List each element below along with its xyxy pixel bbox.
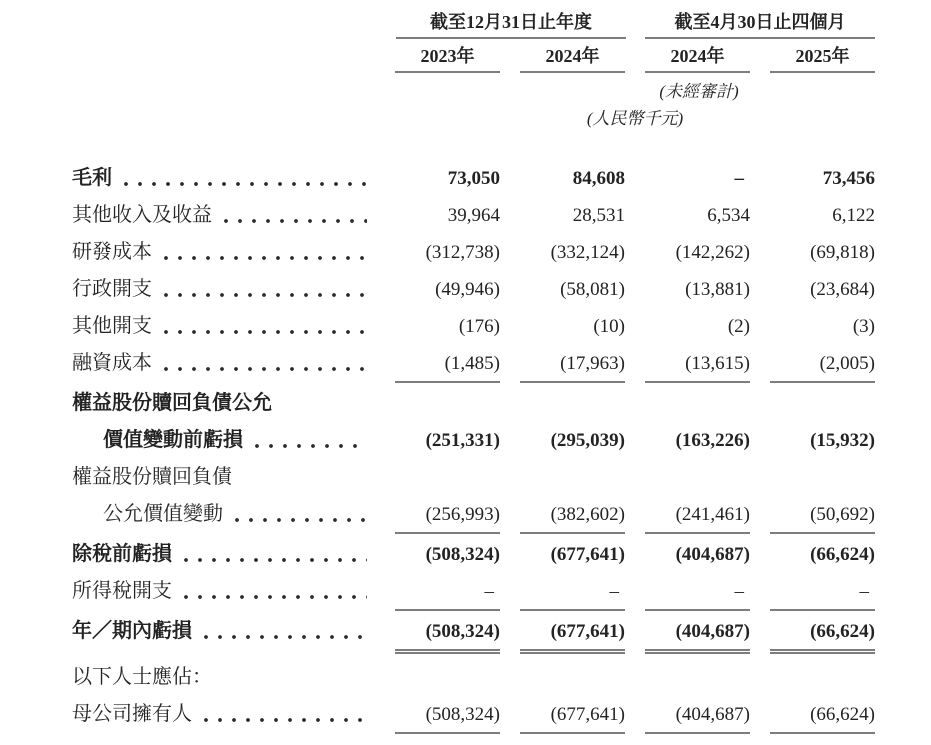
value-cell: – [520,578,625,611]
value-cell: (508,324) [395,701,500,734]
dot-leader [180,541,367,568]
value-cell: 84,608 [572,168,625,189]
value-cell: (66,624) [810,544,875,565]
table-row-loss-before-fv-change-line2 [72,427,875,454]
row-label: 價值變動前虧損 [103,429,243,451]
value-cell: (404,687) [645,701,750,734]
value-cell: (2) [727,316,750,337]
table-row-loss-before-tax [72,541,875,568]
income-statement-table [72,165,875,734]
value-cell: (256,993) [395,501,500,534]
value-cell: (1,485) [395,350,500,383]
value-cell: (677,641) [520,701,625,734]
column-header-2024-interim: 2024年 [645,44,750,73]
value-cell: (142,262) [675,242,750,263]
value-cell: (3) [852,316,875,337]
value-cell: (163,226) [675,430,750,451]
value-cell: 73,456 [822,168,875,189]
row-label: 融資成本 [72,352,152,374]
dot-leader [160,313,367,340]
row-label: 公允價值變動 [103,503,223,525]
value-cell: 28,531 [572,205,625,226]
value-cell: (49,946) [435,279,500,300]
value-cell: (13,615) [645,350,750,383]
value-cell: (17,963) [520,350,625,383]
header-spacer [72,10,396,39]
value-cell: (312,738) [425,242,500,263]
table-row-loss-before-fv-change-line1 [72,390,875,417]
table-row-other-income [72,202,875,229]
row-label: 以下人士應佔： [72,666,212,688]
period-group-four-months-ended: 截至4月30日止四個月 [645,10,875,39]
row-label: 行政開支 [72,278,152,300]
value-cell: (2,005) [770,350,875,383]
column-header-2023: 2023年 [395,44,500,73]
value-cell: (404,687) [645,618,750,654]
value-cell: (13,881) [685,279,750,300]
row-label: 所得稅開支 [72,580,172,602]
dot-leader [220,202,367,229]
table-row-rnd-costs [72,239,875,266]
table-row-redemption-liability-fv-change-line1 [72,464,875,491]
value-cell: (508,324) [425,544,500,565]
value-cell: (677,641) [550,544,625,565]
table-row-admin-expenses [72,276,875,303]
header-spacer [72,44,395,73]
dot-leader [160,276,367,303]
value-cell: (404,687) [675,544,750,565]
value-cell: (251,331) [425,430,500,451]
value-cell: (176) [458,316,500,337]
period-group-header-row [72,10,875,39]
row-label: 毛利 [72,167,112,189]
value-cell: (241,461) [645,501,750,534]
table-row-redemption-liability-fv-change-line2 [72,501,875,534]
dot-leader [200,701,367,728]
value-cell: (508,324) [395,618,500,654]
value-cell: – [734,168,744,189]
value-cell: – [770,578,875,611]
value-cell: (10) [593,316,625,337]
column-header-2024: 2024年 [520,44,625,73]
value-cell: (66,624) [770,618,875,654]
table-row-finance-costs [72,350,875,383]
value-cell: (15,932) [810,430,875,451]
value-cell: 6,534 [707,205,750,226]
value-cell: (677,641) [520,618,625,654]
row-label: 權益股份贖回負債 [72,466,232,488]
value-cell: (332,124) [550,242,625,263]
year-header-row [72,44,875,73]
value-cell: (66,624) [770,701,875,734]
value-cell: (295,039) [550,430,625,451]
table-row-other-expenses [72,313,875,340]
row-label: 母公司擁有人 [72,703,192,725]
row-label: 除稅前虧損 [72,543,172,565]
dot-leader [251,427,367,454]
dot-leader [200,618,367,645]
value-cell: 6,122 [832,205,875,226]
value-cell: – [395,578,500,611]
value-cell: (58,081) [560,279,625,300]
dot-leader [160,350,367,377]
dot-leader [160,239,367,266]
value-cell: (382,602) [520,501,625,534]
currency-unit-note: (人民幣千元) [586,109,684,128]
table-row-loss-for-the-period [72,618,875,654]
row-label: 年／期內虧損 [72,620,192,642]
value-cell: (23,684) [810,279,875,300]
row-label: 研發成本 [72,241,152,263]
table-row-gross-profit [72,165,875,192]
value-cell: – [645,578,750,611]
row-label: 其他收入及收益 [72,204,212,226]
value-cell: 39,964 [447,205,500,226]
table-row-attributable-to [72,664,875,691]
unaudited-note: (未經審計) [659,82,739,101]
value-cell: (69,818) [810,242,875,263]
table-row-income-tax-expense [72,578,875,611]
row-label: 權益股份贖回負債公允 [72,392,272,414]
dot-leader [231,501,367,528]
column-header-2025: 2025年 [770,44,875,73]
dot-leader [180,578,367,605]
value-cell: 73,050 [447,168,500,189]
dot-leader [120,165,367,192]
period-group-year-ended: 截至12月31日止年度 [396,10,626,39]
table-row-owners-of-parent [72,701,875,734]
value-cell: (50,692) [770,501,875,534]
row-label: 其他開支 [72,315,152,337]
